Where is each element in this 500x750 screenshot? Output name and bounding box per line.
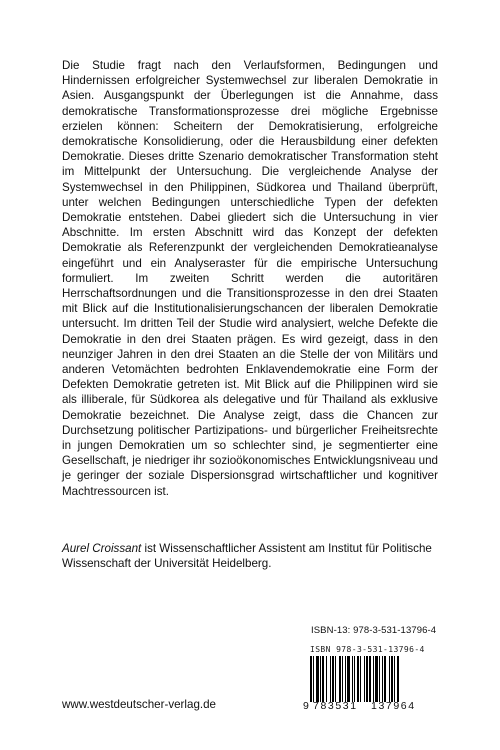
author-bio-text: ist Wissenschaftlicher Assistent am Institut für Politische Wissenschaft der Universität Heidelberg.	[62, 542, 432, 571]
barcode-bars	[310, 656, 432, 702]
barcode-isbn-text: ISBN 978-3-531-13796-4	[310, 645, 425, 654]
author-bio	[62, 541, 438, 571]
barcode-digit-lead: 9	[303, 700, 311, 712]
author-name: Aurel Croissant	[62, 542, 142, 555]
abstract-text: Die Studie fragt nach den Verlaufsformen, Bedingungen und Hindernissen erfolgreicher Systemwechsel zur liberalen Demokratie in Asien. Ausgangspunkt der Überlegungen ist die Annahme, dass demokratische Transformationsprozesse drei mögliche Ergebnisse erzielen können: Scheitern der Demokratisierung, erfolgreiche demokratische Konsolidierung, oder die Herausbildung einer defekten Demokratie. Dieses dritte Szenario demokratischer Transformation steht im Mittelpunkt der Untersuchung. Die vergleichende Analyse der Systemwechsel in den Philippinen, Südkorea und Thailand überprüft, unter welchen Bedingungen unterschiedliche Typen der defekten Demokratie entstehen. Dabei gliedert sich die Untersuchung in vier Abschnitte. Im ersten Abschnitt wird das Konzept der defekten Demokratie als Referenzpunkt der vergleichenden Demokratieanalyse eingeführt und ein Analyseraster für die empirische Untersuchung formuliert. Im zweiten Schritt werden die autoritären Herrschaftsordnungen und die Transitionsprozesse in den drei Staaten mit Blick auf die Institutionalisierungschancen der liberalen Demokratie untersucht. Im dritten Teil der Studie wird analysiert, welche Defekte die Demokratie in den drei Staaten prägen. Es wird gezeigt, dass in den neunziger Jahren in den drei Staaten an die Stelle der von Militärs und anderen Vetomächten bedrohten Enklavendemokratie eine Form der Defekten Demokratie getreten ist. Mit Blick auf die Philippinen wird sie als illiberale, für Südkorea als delegative und für Thailand als exklusive Demokratie bezeichnet. Die Analyse zeigt, dass die Chancen zur Durchsetzung politischer Partizipations- und bürgerlicher Freiheitsrechte in jungen Demokratien um so schlechter sind, je segmentierter eine Gesellschaft, je niedriger ihr sozioökonomisches Entwicklungsniveau und je geringer der soziale Dispersionsgrad wirtschaftlicher und kognitiver Machtressourcen ist.	[62, 59, 438, 498]
barcode-digits	[303, 700, 435, 712]
barcode	[303, 644, 433, 714]
publisher-website: www.westdeutscher-verlag.de	[62, 698, 217, 711]
barcode-digits-left: 783531	[313, 700, 358, 712]
barcode-digits-right: 137964	[371, 700, 416, 712]
isbn-label: ISBN-13: 978-3-531-13796-4	[311, 625, 437, 636]
